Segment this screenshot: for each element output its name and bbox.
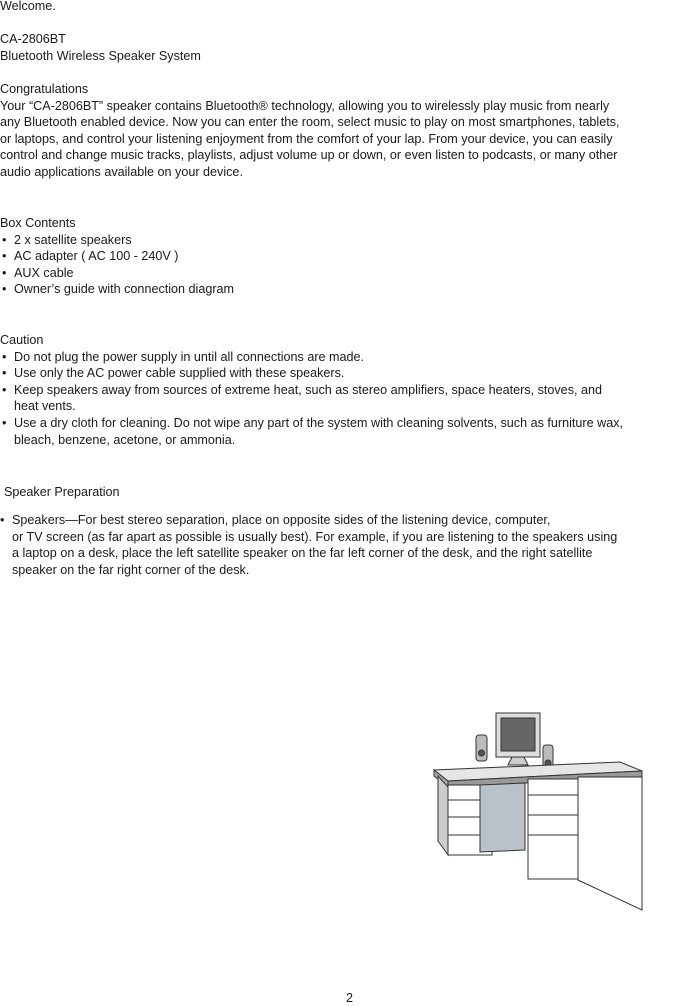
caution-item: • Use only the AC power cable supplied with these speakers.: [0, 365, 699, 382]
congratulations-section: [0, 81, 699, 181]
caution-section: [0, 332, 699, 448]
caution-item-line: Keep speakers away from sources of extreme heat, such as stereo amplifiers, space heaters, stoves, and: [14, 382, 602, 397]
box-item: • AUX cable: [0, 265, 699, 282]
desk-speaker-illustration: [420, 705, 660, 920]
speaker-preparation-heading: Speaker Preparation: [4, 485, 120, 499]
prep-line: a laptop on a desk, place the left satellite speaker on the far left corner of the desk, and the right satellite: [12, 546, 593, 561]
prep-item: [0, 512, 699, 578]
caution-item: [0, 382, 699, 415]
box-item: • AC adapter ( AC 100 - 240V ): [0, 248, 699, 265]
model-number: CA-2806BT: [0, 32, 66, 46]
product-subtitle: Bluetooth Wireless Speaker System: [0, 48, 201, 63]
caution-heading: Caution: [0, 333, 44, 347]
prep-line: Speakers—For best stereo separation, place on opposite sides of the listening device, computer,: [12, 513, 551, 527]
caution-item: • Do not plug the power supply in until all connections are made.: [0, 349, 699, 366]
bullet-icon: •: [0, 513, 5, 527]
box-contents-heading: Box Contents: [0, 216, 76, 230]
caution-item-line: Use a dry cloth for cleaning. Do not wipe any part of the system with cleaning solvents, such as furniture wax,: [14, 415, 623, 430]
product-header: [0, 31, 699, 64]
caution-item: [0, 415, 699, 448]
speaker-preparation-heading-wrap: [4, 484, 699, 501]
caution-item-line: bleach, benzene, acetone, or ammonia.: [14, 432, 236, 447]
congrats-line: or laptops, and control your listening enjoyment from the comfort of your lap. From your device, you can easily: [0, 131, 613, 146]
prep-line: or TV screen (as far apart as possible is usually best). For example, if you are listening to the speakers using: [12, 529, 618, 544]
box-item: • 2 x satellite speakers: [0, 232, 699, 249]
congrats-line: Your “CA-2806BT” speaker contains Bluetooth® technology, allowing you to wirelessly play music from nearly: [0, 98, 610, 113]
congrats-line: any Bluetooth enabled device. Now you can enter the room, select music to play on most smartphones, tablets,: [0, 115, 620, 130]
congrats-line: audio applications available on your device.: [0, 164, 243, 179]
prep-line: speaker on the far right corner of the desk.: [12, 562, 250, 577]
speaker-preparation-section: [0, 512, 699, 578]
box-item: • Owner’s guide with connection diagram: [0, 281, 699, 298]
welcome-heading: Welcome.: [0, 0, 56, 13]
box-contents-section: [0, 215, 699, 298]
welcome-text: [0, 0, 699, 15]
caution-item-line: heat vents.: [14, 399, 76, 414]
congrats-line: control and change music tracks, playlists, adjust volume up or down, or even listen to podcasts, or many other: [0, 148, 618, 163]
page-number: 2: [345, 991, 353, 1005]
congratulations-heading: Congratulations: [0, 82, 89, 96]
